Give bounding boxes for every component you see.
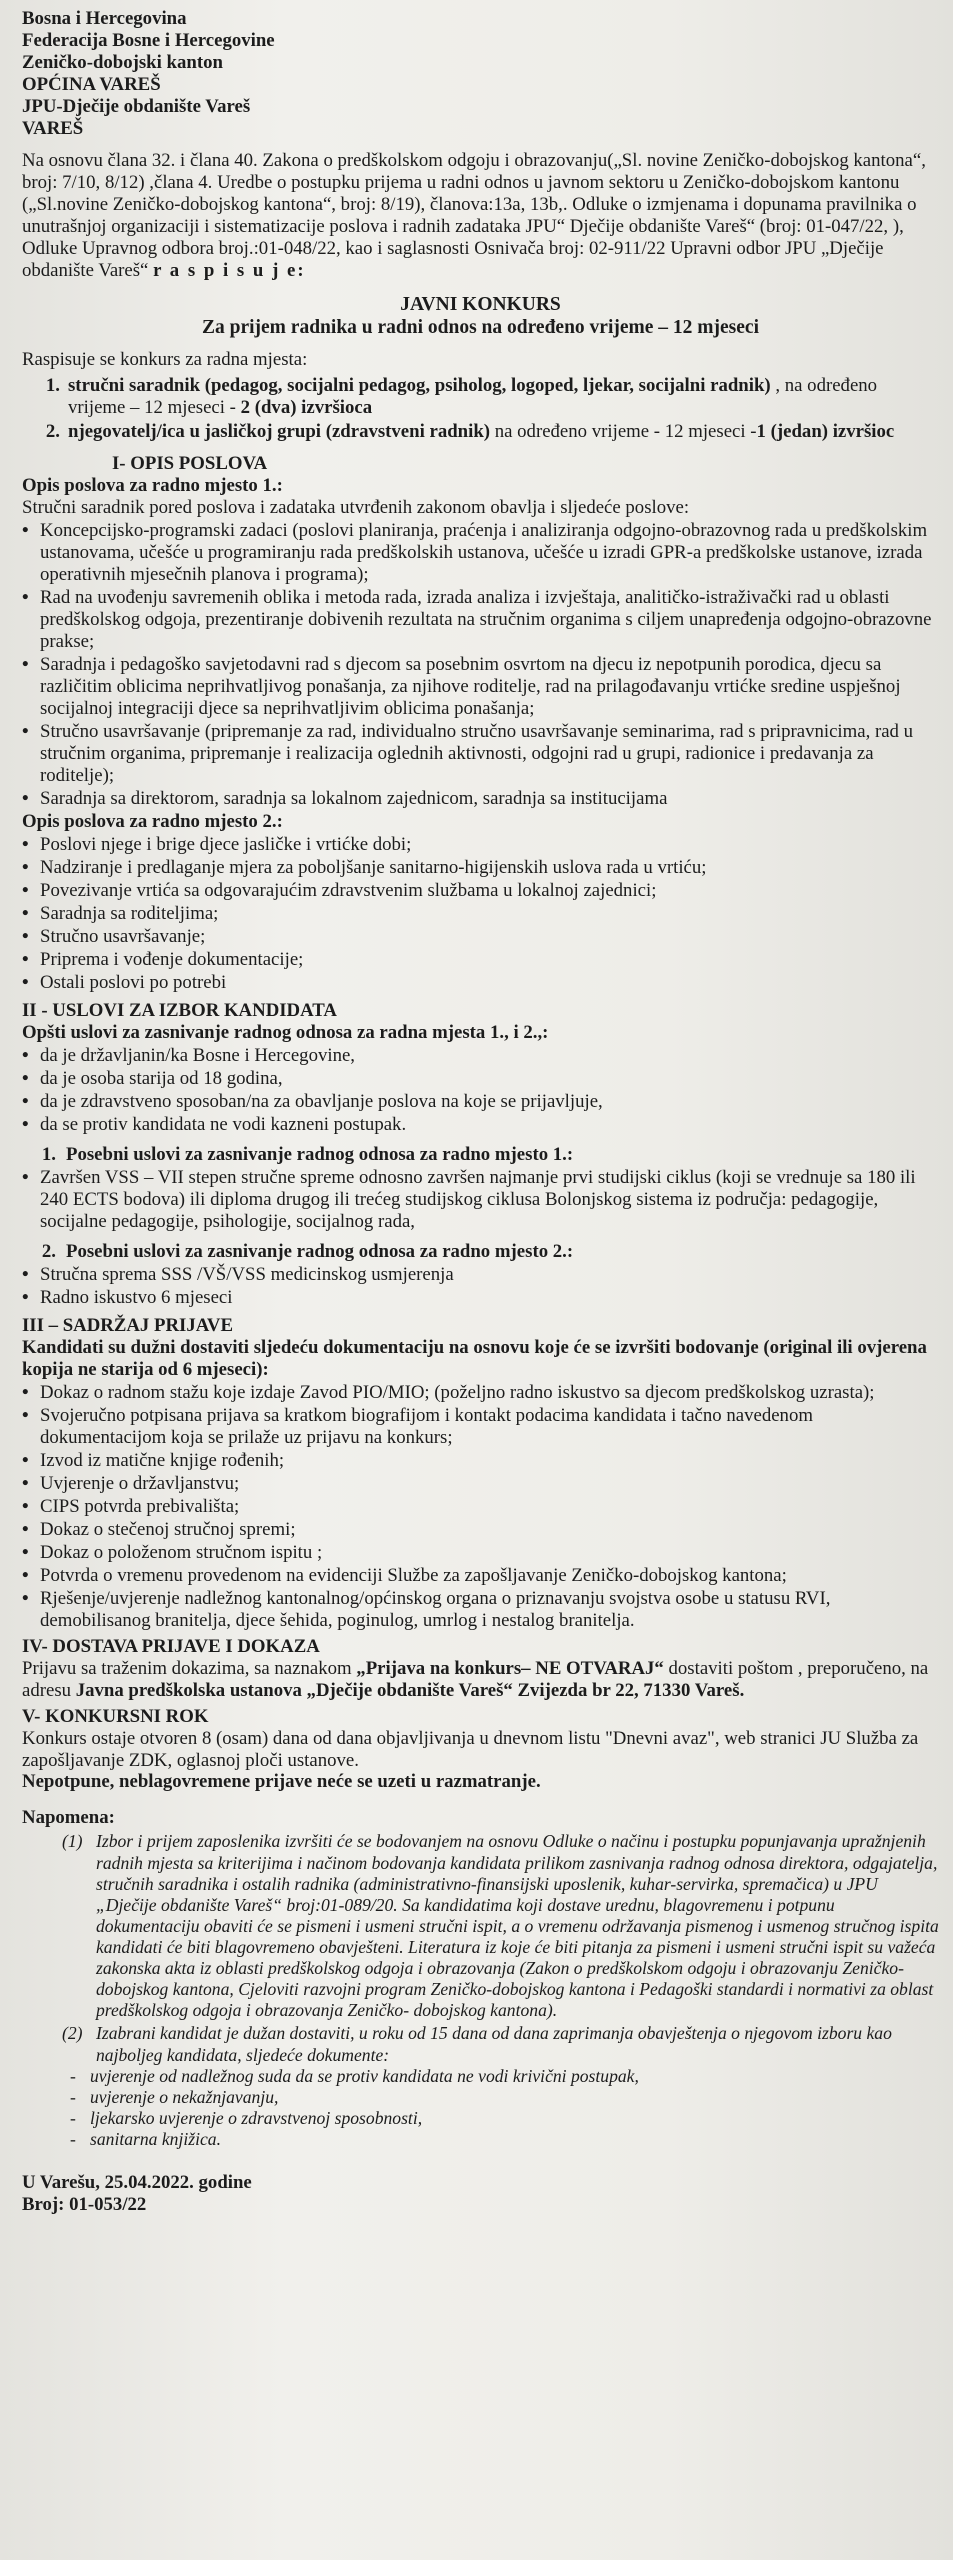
bullet-marker: • xyxy=(22,1495,29,1517)
note-number: (2) xyxy=(62,2023,83,2044)
note-text: Izbor i prijem zaposlenika izvršiti će se bodovanjem na osnovu Odluke o načinu i postupku popunjavanja upražnjenih radnih mjesta sa kriterijima i načinom bodovanja kandidata prilikom zasnivanja radnog odnosa direktora, odgajatelja, stručnih saradnika i ostalih radnika (administrativno-finansijski uposlenik, kuhar-servirka, spremačica) u JPU „Dječije obdanište Vareš“ broj:01-089/20. Sa kandidatima koji dostave urednu, blagovremenu i potpunu dokumentaciju obaviti će se pismeni i usmeni stručni ispit, a o vremenu održavanja pismenog i usmenog stručnog ispita kandidati će biti blagovremeno obavješteni. Literatura iz koje će biti pitanja za pismeni i usmeni stručni ispit su važeća zakonska akta iz oblasti predškolskog odgoja i obrazovanja (Zakon o predškolskom odgoju i obrazovanju Zeničko- dobojskog kantona, Cjeloviti razvojni program Zeničko-dobojskog kantona i Pedagoški standardi i normativi za oblast predškolskog odgoja i obrazovanja Zeničko- dobojskog kantona). xyxy=(96,1831,939,2021)
duty-item-text: Rad na uvođenju savremenih oblika i metoda rada, izrada analiza i izvještaja, analitičko-istraživački rad u oblasti predškolskog odgoja, prezentiranje dobivenih rezultata na stručnim organima s ciljem unapređenja odgojno-obrazovne prakse; xyxy=(40,587,932,653)
note-text: Izabrani kandidat je dužan dostaviti, u roku od 15 dana od dana zaprimanja obavještenja o njegovom izboru kao najboljeg kandidata, sljedeće dokumente: xyxy=(96,2023,892,2065)
bullet-marker: • xyxy=(22,1166,29,1188)
delivery-label: „Prijava na konkurs– NE OTVARAJ“ xyxy=(356,1657,664,1679)
duty-item-text: Stručno usavršavanje (pripremanje za rad, individualno stručno usavršavanje seminarima, rad s pripravnicima, rad u stručnim organima, pripremanje i realizacija oglednih aktivnosti, odgojni rad u grupi, radionice i predavanja za roditelje); xyxy=(40,721,914,787)
document-item-text: Izvod iz matične knjige rođenih; xyxy=(40,1449,285,1471)
dash-marker: - xyxy=(70,2065,76,2086)
intro-paragraph xyxy=(22,150,939,282)
duty-item-text: Saradnja sa direktorom, saradnja sa lokalnom zajednicom, saradnja sa institucijama xyxy=(40,788,668,810)
bullet-marker: • xyxy=(22,1263,29,1285)
condition-item xyxy=(22,1167,939,1233)
document-item-text: Rješenje/uvjerenje nadležnog kantonalnog/općinskog organa o priznavanju svojstva osobe u statusu RVI, demobilisanog branitelja, djece šehida, poginulog, umrlog i nestalog branitelja. xyxy=(40,1587,831,1631)
bullet-marker: • xyxy=(22,1449,29,1471)
duty-item-text: Povezivanje vrtića sa odgovarajućim zdravstvenim službama u lokalnoj zajednici; xyxy=(40,880,657,902)
positions-list xyxy=(22,375,939,443)
document-footer xyxy=(22,2172,939,2216)
required-document-item-text: uvjerenje od nadležnog suda da se protiv kandidata ne vodi krivični postupak, xyxy=(90,2065,639,2086)
bullet-marker: • xyxy=(22,857,29,879)
bullet-marker: • xyxy=(22,788,29,810)
document-item-text: Uvjerenje o državljanstvu; xyxy=(40,1472,240,1494)
position-count: 1 (jedan) izvršioc xyxy=(756,421,895,443)
position-item xyxy=(22,375,939,419)
bullet-marker: • xyxy=(22,880,29,902)
document-title: JAVNI KONKURS xyxy=(400,293,561,315)
subsection-heading: Opis poslova za radno mjesto 1.: xyxy=(22,475,283,497)
document-item xyxy=(22,1519,939,1541)
condition-title: Posebni uslovi za zasnivanje radnog odnosa za radno mjesto 2.: xyxy=(66,1240,574,1262)
required-document-item-text: uvjerenje o nekažnjavanju, xyxy=(90,2086,279,2107)
special-conditions-heading xyxy=(22,1241,939,1263)
condition-item xyxy=(22,1045,939,1067)
bullet-marker: • xyxy=(22,926,29,948)
issuer-header xyxy=(22,8,939,140)
intro-action: r a s p i s u j e: xyxy=(153,259,306,281)
bullet-marker: • xyxy=(22,1044,29,1066)
condition-item xyxy=(22,1068,939,1090)
position-title: stručni saradnik (pedagog, socijalni pedagog, psiholog, logoped, ljekar, socijalni radnik) xyxy=(68,375,771,397)
bullet-marker: • xyxy=(22,1518,29,1540)
delivery-address: Javna predškolska ustanova „Dječije obdanište Vareš“ Zvijezda br 22, 71330 Vareš. xyxy=(75,1679,745,1701)
condition-item xyxy=(22,1264,939,1286)
intro-text: Na osnovu člana 32. i člana 40. Zakona o predškolskom odgoju i obrazovanju(„Sl. novine Zeničko-dobojskog kantona“, broj: 7/10, 8/12) ,člana 4. Uredbe o postupku prijema u radni odnos u javnom sektoru u Zeničko-dobojskom kantonu („Sl.novine Zeničko-dobojskog kantona“, broj: 8/19), članova:13a, 13b,. Odluke o izmjenama i dopunama pravilnika o unutrašnjoj organizaciji i sistematizacije poslova i radnih zadataka JPU“ Dječije obdanište Vareš“ (broj: 01-047/22, ), Odluke Upravnog odbora broj.:01-048/22, kao i saglasnosti Osnivača broj: 02-911/22 Upravni odbor JPU „Dječije obdanište Vareš“ xyxy=(22,149,926,281)
document-item xyxy=(22,1450,939,1472)
bullet-marker: • xyxy=(22,1404,29,1426)
special-conditions-list-1 xyxy=(22,1167,939,1233)
subsection-heading: Kandidati su dužni dostaviti sljedeću dokumentaciju na osnovu koje će se izvršiti bodovanje (original ili ovjerena kopija ne starija od 6 mjeseci): xyxy=(22,1336,927,1380)
duty-item xyxy=(22,587,939,653)
condition-number: 1. xyxy=(41,1143,56,1165)
duty-item xyxy=(22,949,939,971)
document-item xyxy=(22,1496,939,1518)
document-item xyxy=(22,1405,939,1449)
bullet-marker: • xyxy=(22,1541,29,1563)
special-conditions-heading xyxy=(22,1144,939,1166)
bullet-marker: • xyxy=(22,1564,29,1586)
required-document-item xyxy=(70,2129,939,2150)
deadline-warning: Nepotpune, neblagovremene prijave neće se uzeti u razmatranje. xyxy=(22,1771,541,1793)
note-heading: Napomena: xyxy=(22,1807,115,1829)
place-date: U Varešu, 25.04.2022. godine xyxy=(22,2172,252,2194)
condition-item-text: da je državljanin/ka Bosne i Hercegovine, xyxy=(40,1044,355,1066)
document-item xyxy=(22,1588,939,1632)
document-item-text: Dokaz o položenom stručnom ispitu ; xyxy=(40,1541,323,1563)
position-number: 2. xyxy=(45,421,60,443)
note-item xyxy=(62,1831,939,2021)
section-heading: IV- DOSTAVA PRIJAVE I DOKAZA xyxy=(22,1635,320,1657)
duty-item xyxy=(22,654,939,720)
header-line: Zeničko-dobojski kanton xyxy=(22,51,223,73)
bullet-marker: • xyxy=(22,903,29,925)
duty-item xyxy=(22,788,939,810)
document-subtitle: Za prijem radnika u radni odnos na određeno vrijeme – 12 mjeseci xyxy=(201,316,759,338)
document-item-text: CIPS potvrda prebivališta; xyxy=(40,1495,240,1517)
section-heading: II - USLOVI ZA IZBOR KANDIDATA xyxy=(22,1000,337,1021)
required-document-item xyxy=(70,2087,939,2108)
section-heading: III – SADRŽAJ PRIJAVE xyxy=(22,1314,233,1336)
duties-list-2 xyxy=(22,834,939,994)
document-item-text: Dokaz o stečenoj stručnoj spremi; xyxy=(40,1518,296,1540)
document-item-text: Svojeručno potpisana prijava sa kratkom biografijom i kontakt podacima kandidata i tačno navedenom dokumentacijom koja se prilaže uz prijavu na konkurs; xyxy=(40,1404,813,1448)
bullet-marker: • xyxy=(22,721,29,743)
required-document-item-text: ljekarsko uvjerenje o zdravstvenoj sposobnosti, xyxy=(90,2107,423,2128)
duty-item-text: Nadziranje i predlaganje mjera za poboljšanje sanitarno-higijenskih uslova rada u vrtiću; xyxy=(40,857,707,879)
bullet-marker: • xyxy=(22,949,29,971)
note-body xyxy=(22,1831,939,2150)
dash-marker: - xyxy=(70,2086,76,2107)
condition-item-text: da je zdravstveno sposoban/na za obavljanje poslova na koje se prijavljuje, xyxy=(40,1090,603,1112)
bullet-marker: • xyxy=(22,1286,29,1308)
dash-marker: - xyxy=(70,2107,76,2128)
position-number: 1. xyxy=(45,375,60,397)
duty-item xyxy=(22,880,939,902)
condition-item xyxy=(22,1091,939,1113)
position-title: njegovatelj/ica u jasličkoj grupi (zdravstveni radnik) xyxy=(68,421,491,443)
bullet-marker: • xyxy=(22,1067,29,1089)
bullet-marker: • xyxy=(22,1472,29,1494)
header-line: OPĆINA VAREŠ xyxy=(22,73,161,95)
duty-item-text: Saradnja sa roditeljima; xyxy=(40,903,219,925)
general-conditions-list xyxy=(22,1045,939,1136)
condition-number: 2. xyxy=(41,1240,56,1262)
bullet-marker: • xyxy=(22,1381,29,1403)
header-line: VAREŠ xyxy=(22,117,84,139)
bullet-marker: • xyxy=(22,1587,29,1609)
duty-item xyxy=(22,721,939,787)
dash-marker: - xyxy=(70,2128,76,2149)
condition-item xyxy=(22,1287,939,1309)
condition-title: Posebni uslovi za zasnivanje radnog odnosa za radno mjesto 1.: xyxy=(66,1143,574,1165)
duty-item xyxy=(22,926,939,948)
duty-item xyxy=(22,857,939,879)
bullet-marker: • xyxy=(22,1090,29,1112)
condition-item-text: Završen VSS – VII stepen stručne spreme odnosno završen najmanje prvi studijski ciklus (koji se vrednuje sa 180 ili 240 ECTS bodova) ili diploma drugog ili trećeg studijskog ciklusa Bolonjskog sistema iz područja: pedagogije, socijalne pedagogije, psihologije, socijalnog rada, xyxy=(40,1166,916,1232)
duty-item-text: Ostali poslovi po potrebi xyxy=(40,972,227,994)
section-heading: V- KONKURSNI ROK xyxy=(22,1705,209,1727)
required-documents-list xyxy=(62,2066,939,2150)
duty-item-text: Priprema i vođenje dokumentacije; xyxy=(40,949,304,971)
header-line: Federacija Bosne i Hercegovine xyxy=(22,29,275,51)
bullet-marker: • xyxy=(22,834,29,856)
subsection-intro: Stručni saradnik pored poslova i zadataka utvrđenih zakonom obavlja i sljedeće poslove: xyxy=(22,497,690,519)
condition-item-text: Radno iskustvo 6 mjeseci xyxy=(40,1286,233,1308)
required-document-item xyxy=(70,2066,939,2087)
bullet-marker: • xyxy=(22,972,29,994)
duty-item xyxy=(22,834,939,856)
header-line: JPU-Dječije obdanište Vareš xyxy=(22,95,251,117)
document-number: Broj: 01-053/22 xyxy=(22,2194,147,2216)
document-item xyxy=(22,1382,939,1404)
delivery-paragraph xyxy=(22,1658,939,1702)
condition-item-text: da je osoba starija od 18 godina, xyxy=(40,1067,283,1089)
document-item-text: Potvrda o vremenu provedenom na evidenciji Službe za zapošljavanje Zeničko-dobojskog kantona; xyxy=(40,1564,787,1586)
document-item xyxy=(22,1542,939,1564)
position-item xyxy=(22,421,939,443)
deadline-paragraph: Konkurs ostaje otvoren 8 (osam) dana od dana objavljivanja u dnevnom listu "Dnevni avaz", web stranici JU Služba za zapošljavanje ZDK, oglasnoj ploči ustanove. xyxy=(22,1727,919,1771)
note-number: (1) xyxy=(62,1831,83,1852)
condition-item-text: da se protiv kandidata ne vodi kazneni postupak. xyxy=(40,1113,407,1135)
note-item xyxy=(62,2023,939,2065)
condition-item xyxy=(22,1114,939,1136)
delivery-text: Prijavu sa traženim dokazima, sa naznakom xyxy=(22,1657,357,1679)
required-document-item-text: sanitarna knjižica. xyxy=(90,2128,221,2149)
section-heading: I- OPIS POSLOVA xyxy=(112,453,268,475)
duty-item-text: Koncepcijsko-programski zadaci (poslovi planiranja, praćenja i analiziranja odgojno-obrazovnog rada u predškolskim ustanovama, učešće u programiranju rada predškolskih ustanova, učešće u izradi GPR-a predškolske ustanove, izrada operativnih mjesečnih planova i programa); xyxy=(40,520,928,586)
delivery-text: dostaviti poštom , preporučeno, na adresu xyxy=(22,1657,929,1701)
duties-list-1 xyxy=(22,520,939,810)
document-item-text: Dokaz o radnom stažu koje izdaje Zavod PIO/MIO; (poželjno radno iskustvo sa djecom predškolskog uzrasta); xyxy=(40,1381,875,1403)
position-terms: na određeno vrijeme - 12 mjeseci - xyxy=(490,421,757,443)
documents-list xyxy=(22,1382,939,1632)
subsection-heading: Opšti uslovi za zasnivanje radnog odnosa za radna mjesta 1., i 2.,: xyxy=(22,1021,549,1043)
required-document-item xyxy=(70,2108,939,2129)
duty-item xyxy=(22,972,939,994)
condition-item-text: Stručna sprema SSS /VŠ/VSS medicinskog usmjerenja xyxy=(40,1263,454,1285)
duty-item xyxy=(22,903,939,925)
position-terms: , na određeno vrijeme – 12 mjeseci - xyxy=(68,375,878,419)
duty-item xyxy=(22,520,939,586)
bullet-marker: • xyxy=(22,587,29,609)
duty-item-text: Saradnja i pedagoško savjetodavni rad s djecom sa posebnim osvrtom na djecu iz nepotpunih porodica, djecu sa različitim oblicima neprihvatljivog ponašanja, za njihove roditelje, rad na prilagođavanju vrtićke sredine uspješnoj socijalnoj integraciji djece sa neprihvatljivim oblicima ponašanja; xyxy=(40,654,901,720)
header-line: Bosna i Hercegovina xyxy=(22,8,187,29)
position-count: 2 (dva) izvršioca xyxy=(240,397,373,419)
positions-intro: Raspisuje se konkurs za radna mjesta: xyxy=(22,349,308,371)
duty-item-text: Stručno usavršavanje; xyxy=(40,926,206,948)
subsection-heading: Opis poslova za radno mjesto 2.: xyxy=(22,811,283,833)
bullet-marker: • xyxy=(22,654,29,676)
document-item xyxy=(22,1565,939,1587)
special-conditions-list-2 xyxy=(22,1264,939,1309)
bullet-marker: • xyxy=(22,1113,29,1135)
document-item xyxy=(22,1473,939,1495)
bullet-marker: • xyxy=(22,520,29,542)
duty-item-text: Poslovi njege i brige djece jasličke i vrtićke dobi; xyxy=(40,834,412,856)
